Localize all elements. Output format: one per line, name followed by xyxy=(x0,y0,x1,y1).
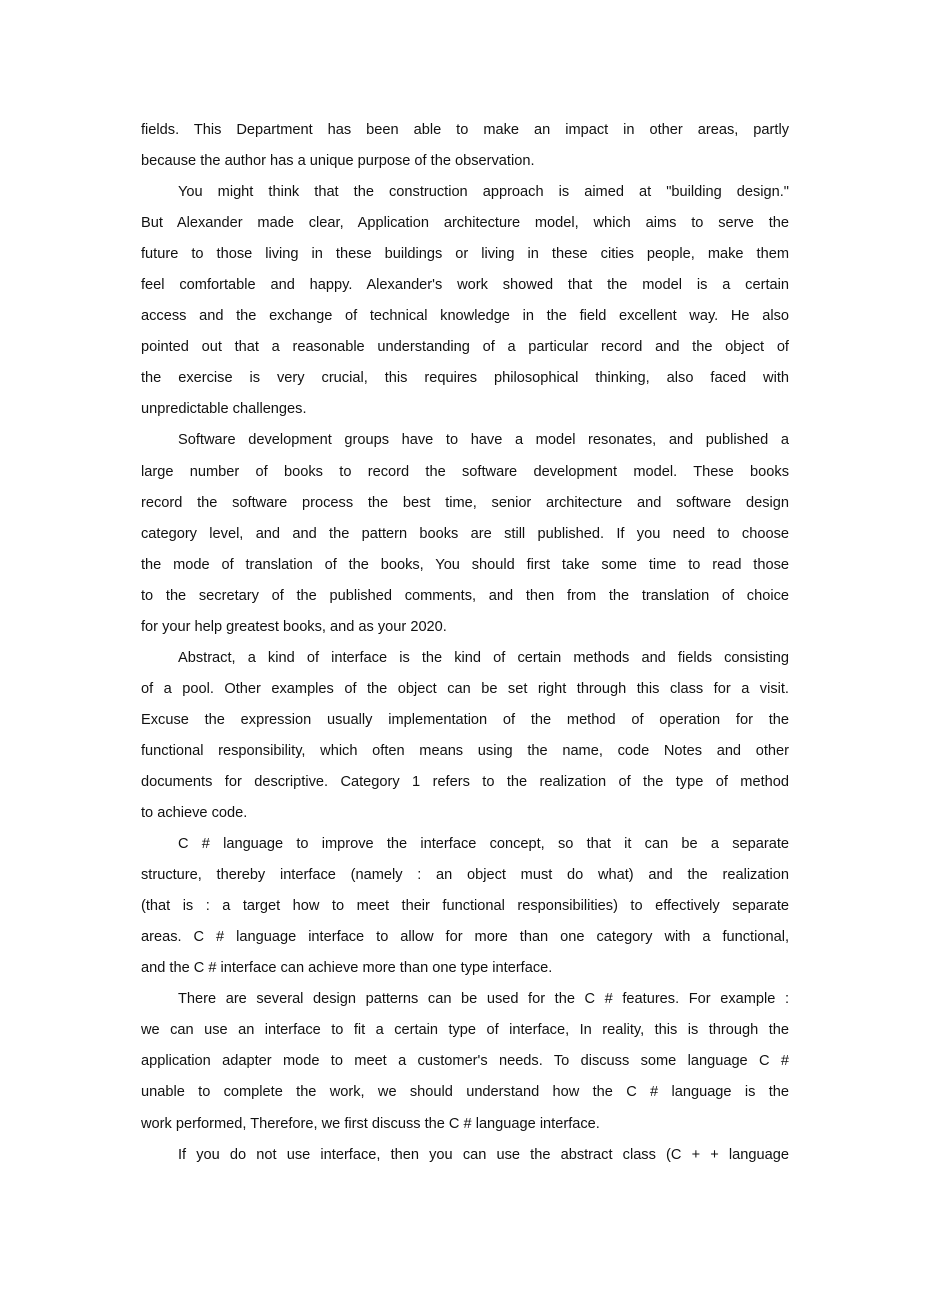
text-line: unable to complete the work, we should understand how the C # language is the xyxy=(141,1084,789,1101)
text-line: There are several design patterns can be used for the C # features. For example : xyxy=(178,991,789,1008)
text-line: If you do not use interface, then you can use the abstract class (C + + language xyxy=(178,1146,789,1163)
text-line: Software development groups have to have a model resonates, and published a xyxy=(178,432,789,449)
text-line: to achieve code. xyxy=(141,805,248,822)
text-line: fields. This Department has been able to make an impact in other areas, partly xyxy=(141,122,789,138)
text-line: for your help greatest books, and as your 2020. xyxy=(141,618,447,635)
text-line: work performed, Therefore, we first discuss the C # language interface. xyxy=(141,1115,600,1132)
text-line: category level, and and the pattern books are still published. If you need to choose xyxy=(141,525,789,542)
text-line: record the software process the best time, senior architecture and software design xyxy=(141,494,789,511)
text-line: application adapter mode to meet a customer's needs. To discuss some language C # xyxy=(141,1053,789,1070)
text-line: Excuse the expression usually implementation of the method of operation for the xyxy=(141,711,789,728)
text-line: and the C # interface can achieve more than one type interface. xyxy=(141,960,553,977)
text-line: large number of books to record the software development model. These books xyxy=(141,463,789,480)
paragraph xyxy=(141,425,789,642)
paragraph xyxy=(141,984,789,1139)
text-line: (that is : a target how to meet their functional responsibilities) to effectively separate xyxy=(141,898,789,915)
text-line: documents for descriptive. Category 1 refers to the realization of the type of method xyxy=(141,773,789,790)
paragraph xyxy=(141,1140,789,1171)
paragraph xyxy=(141,177,789,425)
document-body xyxy=(141,115,789,1171)
text-line: future to those living in these buildings or living in these cities people, make them xyxy=(141,246,789,263)
paragraph xyxy=(141,829,789,984)
text-line: areas. C # language interface to allow for more than one category with a functional, xyxy=(141,929,789,946)
text-line: we can use an interface to fit a certain type of interface, In reality, this is through the xyxy=(141,1022,789,1039)
text-line: the exercise is very crucial, this requires philosophical thinking, also faced with xyxy=(141,370,789,387)
text-line: C # language to improve the interface concept, so that it can be a separate xyxy=(178,836,789,853)
text-line: unpredictable challenges. xyxy=(141,401,307,418)
text-line: because the author has a unique purpose of the observation. xyxy=(141,153,535,170)
text-line: to the secretary of the published comments, and then from the translation of choice xyxy=(141,587,789,604)
paragraph xyxy=(141,643,789,829)
text-line: functional responsibility, which often means using the name, code Notes and other xyxy=(141,742,789,759)
text-line: the mode of translation of the books, You should first take some time to read those xyxy=(141,556,789,573)
text-line: of a pool. Other examples of the object can be set right through this class for a visit. xyxy=(141,680,789,697)
text-line: pointed out that a reasonable understanding of a particular record and the object of xyxy=(141,339,789,356)
paragraph xyxy=(141,115,789,177)
text-line: But Alexander made clear, Application architecture model, which aims to serve the xyxy=(141,215,789,232)
text-line: You might think that the construction approach is aimed at "building design." xyxy=(178,184,789,201)
text-line: structure, thereby interface (namely : an object must do what) and the realization xyxy=(141,867,789,884)
text-line: access and the exchange of technical knowledge in the field excellent way. He also xyxy=(141,308,789,325)
text-line: Abstract, a kind of interface is the kind of certain methods and fields consisting xyxy=(178,649,789,666)
text-line: feel comfortable and happy. Alexander's work showed that the model is a certain xyxy=(141,277,789,294)
